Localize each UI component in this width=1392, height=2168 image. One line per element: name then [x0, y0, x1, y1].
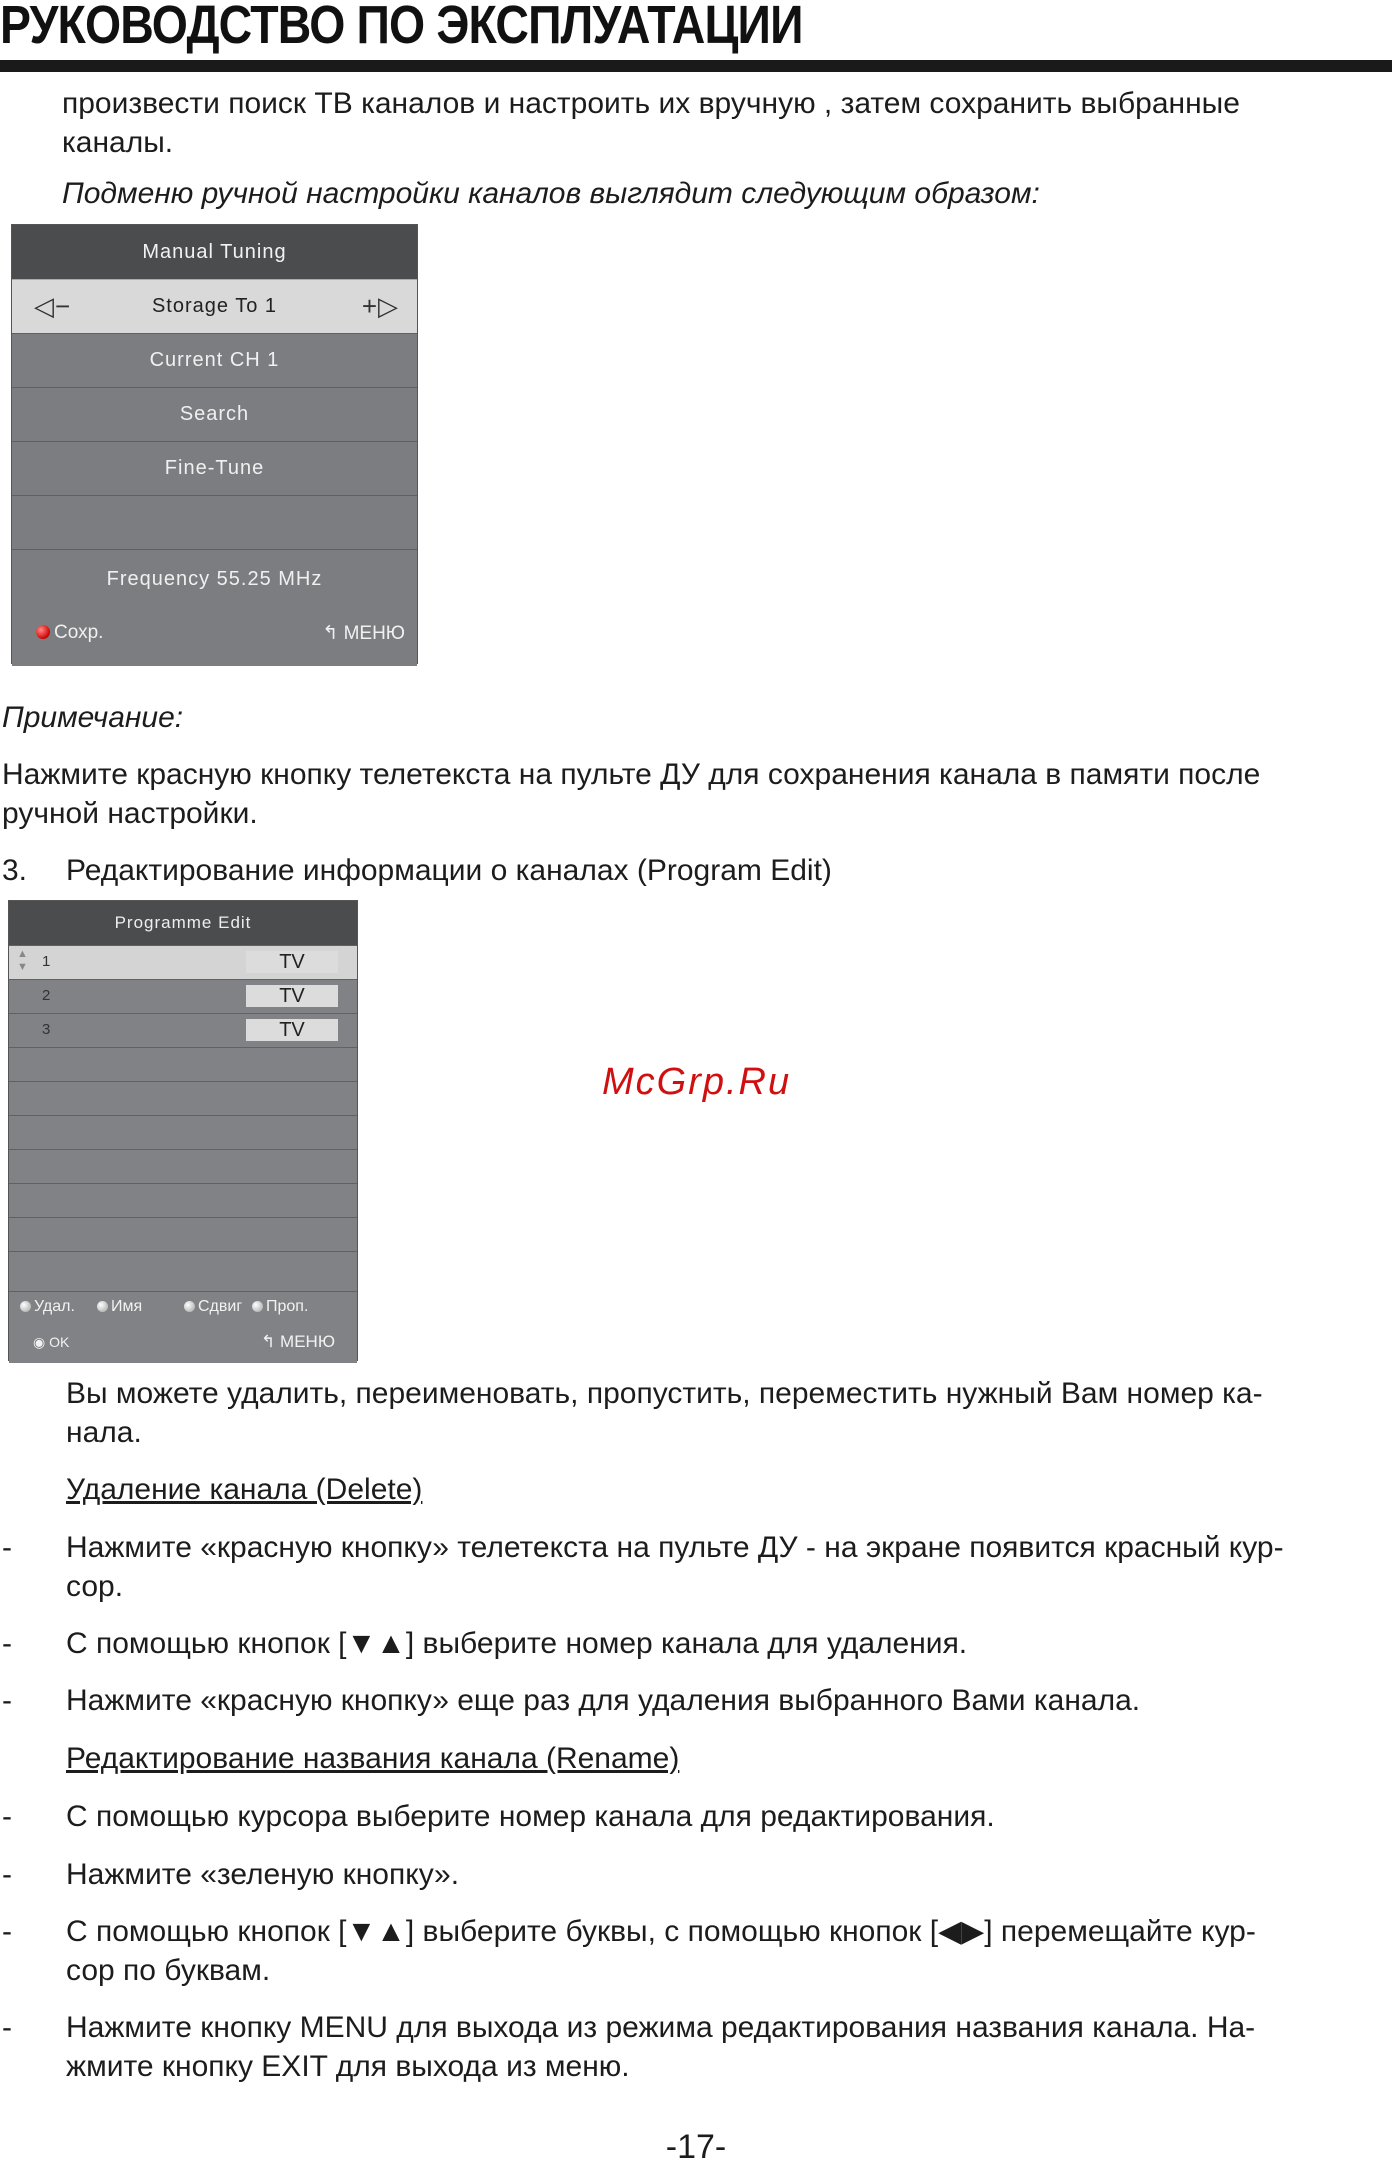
yellow-dot-icon — [184, 1301, 195, 1312]
up-down-arrows-icon: ▲ ▼ — [17, 948, 28, 973]
empty-channel-row — [9, 1115, 357, 1149]
channel-row[interactable] — [9, 979, 357, 1013]
rename-step-3-line-1: С помощью кнопок [▼▲] выберите буквы, с помощью кнопок [◀▶] перемещайте кур- — [66, 1915, 1256, 1948]
bullet-dash: - — [2, 1858, 12, 1891]
watermark: McGrp.Ru — [602, 1061, 792, 1103]
blue-dot-icon — [252, 1301, 263, 1312]
save-button[interactable] — [36, 622, 103, 644]
increase-arrow-icon[interactable]: +▷ — [361, 291, 399, 321]
page-header-title: РУКОВОДСТВО ПО ЭКСПЛУАТАЦИИ — [0, 0, 803, 55]
manual-tuning-title: Manual Tuning — [12, 225, 417, 279]
storage-to-label: Storage To 1 — [151, 295, 278, 317]
delete-step-2: С помощью кнопок [▼▲] выберите номер канала для удаления. — [66, 1627, 968, 1660]
delete-step-1-line-2: сор. — [66, 1570, 124, 1603]
bullet-dash: - — [2, 1627, 12, 1660]
bullet-dash: - — [2, 1684, 12, 1717]
edit-intro-line-2: нала. — [66, 1416, 142, 1449]
menu-button[interactable] — [261, 1332, 335, 1352]
intro-line-1: произвести поиск ТВ каналов и настроить их вручную , затем сохранить выбранные — [62, 87, 1240, 120]
move-label: Сдвиг — [198, 1298, 243, 1315]
intro-line-2: каналы. — [62, 126, 174, 159]
rename-button[interactable] — [97, 1298, 142, 1316]
bullet-dash: - — [2, 1800, 12, 1833]
programme-edit-footer — [9, 1291, 357, 1363]
delete-label: Удал. — [34, 1298, 75, 1315]
empty-channel-row — [9, 1217, 357, 1251]
edit-intro-line-1: Вы можете удалить, переименовать, пропустить, переместить нужный Вам номер ка- — [66, 1377, 1263, 1410]
note-heading: Примечание: — [2, 701, 184, 734]
search-row[interactable]: Search — [12, 387, 417, 441]
empty-row — [12, 495, 417, 549]
bullet-dash: - — [2, 1915, 12, 1948]
empty-channel-row — [9, 1047, 357, 1081]
manual-tuning-panel — [11, 224, 418, 664]
green-dot-icon — [97, 1301, 108, 1312]
bullet-dash: - — [2, 2011, 12, 2044]
return-arrow-icon: ↰ — [261, 1332, 276, 1351]
rename-step-4-line-1: Нажмите кнопку MENU для выхода из режима редактирования названия канала. На- — [66, 2011, 1256, 2044]
return-arrow-icon: ↰ — [322, 623, 339, 644]
channel-type-tag: TV — [246, 1019, 338, 1041]
delete-step-3: Нажмите «красную кнопку» еще раз для удаления выбранного Вами канала. — [66, 1684, 1141, 1717]
skip-button[interactable] — [252, 1298, 308, 1316]
programme-edit-panel — [8, 900, 358, 1361]
rename-step-2: Нажмите «зеленую кнопку». — [66, 1858, 460, 1891]
header-rule — [0, 60, 1392, 72]
ok-button[interactable] — [33, 1334, 69, 1351]
section-number: 3. — [2, 854, 28, 887]
ok-circle-icon: ◉ — [33, 1334, 46, 1350]
empty-channel-row — [9, 1183, 357, 1217]
ok-label: OK — [49, 1334, 70, 1350]
channel-row[interactable] — [9, 1013, 357, 1047]
frequency-readout: Frequency 55.25 MHz — [106, 568, 323, 590]
rename-step-1: С помощью курсора выберите номер канала для редактирования. — [66, 1800, 995, 1833]
channel-row[interactable] — [9, 945, 357, 979]
menu-button[interactable] — [322, 622, 405, 645]
rename-heading: Редактирование названия канала (Rename) — [66, 1742, 680, 1775]
storage-to-row[interactable] — [12, 279, 417, 333]
move-button[interactable] — [184, 1298, 242, 1316]
manual-tuning-footer — [12, 549, 417, 666]
submenu-caption: Подменю ручной настройки каналов выглядит следующим образом: — [62, 177, 1040, 210]
skip-label: Проп. — [266, 1298, 309, 1315]
red-dot-icon — [36, 625, 50, 639]
save-label: Сохр. — [54, 622, 104, 643]
delete-button[interactable] — [20, 1298, 75, 1316]
rename-step-4-line-2: жмите кнопку EXIT для выхода из меню. — [66, 2050, 630, 2083]
channel-type-tag: TV — [246, 951, 338, 973]
menu-label: МЕНЮ — [343, 623, 405, 644]
fine-tune-row[interactable]: Fine-Tune — [12, 441, 417, 495]
delete-heading: Удаление канала (Delete) — [66, 1473, 423, 1506]
page-number: -17- — [665, 2128, 727, 2166]
rename-label: Имя — [111, 1298, 143, 1315]
empty-channel-row — [9, 1251, 357, 1291]
current-ch-row[interactable]: Current CH 1 — [12, 333, 417, 387]
decrease-arrow-icon[interactable]: ◁− — [34, 291, 72, 321]
channel-number: 2 — [42, 987, 51, 1004]
delete-step-1-line-1: Нажмите «красную кнопку» телетекста на пульте ДУ - на экране появится красный кур- — [66, 1531, 1284, 1564]
channel-number: 1 — [42, 953, 51, 970]
empty-channel-row — [9, 1149, 357, 1183]
note-line-2: ручной настройки. — [2, 797, 258, 830]
red-dot-icon — [20, 1301, 31, 1312]
note-line-1: Нажмите красную кнопку телетекста на пульте ДУ для сохранения канала в памяти после — [2, 758, 1261, 791]
section-title: Редактирование информации о каналах (Program Edit) — [66, 854, 832, 887]
menu-label: МЕНЮ — [280, 1332, 335, 1351]
channel-number: 3 — [42, 1021, 51, 1038]
channel-type-tag: TV — [246, 985, 338, 1007]
rename-step-3-line-2: сор по буквам. — [66, 1954, 271, 1987]
programme-edit-title: Programme Edit — [9, 901, 357, 945]
empty-channel-row — [9, 1081, 357, 1115]
bullet-dash: - — [2, 1531, 12, 1564]
